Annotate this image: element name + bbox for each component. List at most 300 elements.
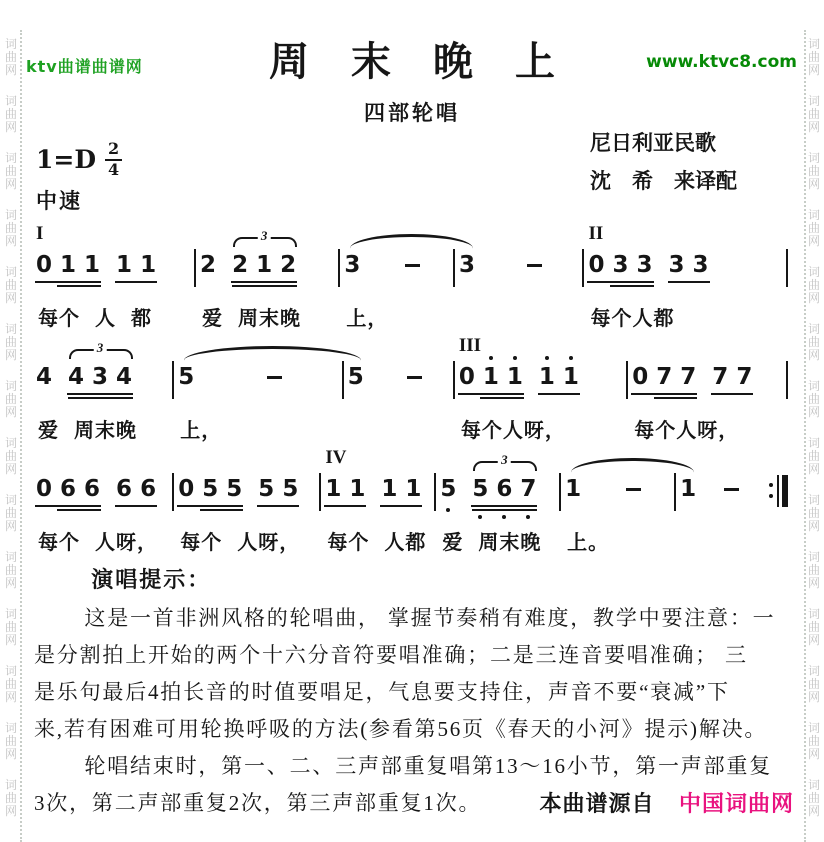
measure	[198, 227, 336, 330]
barline	[194, 249, 196, 287]
measure	[586, 222, 784, 330]
lyrics: 上，	[180, 419, 223, 442]
watermark-char: 曲	[807, 392, 820, 406]
note-digit: 1	[256, 251, 273, 278]
duration-dash	[267, 376, 282, 379]
performance-notes-heading: 演唱提示：	[91, 566, 212, 592]
note-digit: 1	[539, 363, 555, 391]
note-digit: 1	[60, 251, 77, 278]
lyrics: 爱 周末晚	[38, 419, 137, 442]
barline	[453, 249, 455, 287]
watermark-char: 词	[4, 493, 17, 507]
watermark-char: 词	[4, 778, 17, 792]
note-group	[588, 251, 652, 279]
watermark-char: 网	[4, 291, 17, 305]
note-digit: 7	[680, 363, 697, 390]
note-digit: 4	[68, 363, 85, 390]
watermark-char: 网	[807, 348, 820, 362]
notes-row	[586, 249, 784, 287]
watermark-group	[808, 608, 820, 647]
sixteenth-beam	[57, 509, 101, 511]
barline	[342, 361, 344, 399]
measure	[457, 334, 624, 442]
lyrics	[346, 399, 451, 427]
music-line	[34, 446, 790, 554]
sixteenth-beam	[200, 509, 244, 511]
notes-row	[438, 451, 557, 511]
score	[34, 222, 790, 554]
watermark-group	[5, 95, 17, 134]
performance-notes-line: 轮唱结束时，第一、二、三声部重复唱第13～16小节，第一声部重复	[84, 753, 772, 778]
voice-part-label: II	[588, 222, 604, 244]
music-line	[34, 222, 790, 330]
note-digit: 5	[282, 475, 299, 502]
note-group	[36, 475, 100, 503]
watermark-group	[808, 722, 820, 761]
lyrics: 爱 周末晚	[202, 307, 302, 330]
tie-arc	[184, 346, 362, 362]
watermark-group	[5, 152, 17, 191]
note-digit: 3	[612, 251, 629, 278]
performance-notes-line: 是分割拍上开始的两个十六分音符要唱准确；二是三连音要唱准确； 三	[34, 642, 748, 667]
watermark-char: 网	[807, 63, 820, 77]
watermark-char: 曲	[4, 506, 17, 520]
watermark-char: 曲	[807, 791, 820, 805]
note-group	[36, 251, 100, 279]
watermark-char: 词	[4, 38, 17, 51]
sixteenth-beam	[480, 397, 524, 399]
note-digit: 1	[349, 475, 366, 502]
watermark-char: 曲	[4, 335, 17, 349]
note-group	[381, 475, 421, 503]
voice-part-label: I	[36, 222, 44, 244]
note-digit: 5	[440, 475, 456, 503]
note-digit: 2	[280, 251, 297, 278]
watermark-char: 词	[807, 208, 820, 222]
barline	[786, 249, 788, 287]
tie-arc	[571, 458, 694, 474]
note-digit: 6	[116, 475, 133, 502]
notes-row	[34, 249, 192, 287]
watermark-char: 词	[807, 38, 820, 51]
sixteenth-beam	[68, 397, 133, 399]
measure	[34, 222, 192, 330]
watermark-char: 词	[4, 379, 17, 393]
watermark-group	[808, 323, 820, 362]
performance-notes-line: 这是一首非洲风格的轮唱曲， 掌握节奏稍有难度，教学中要注意：一	[84, 605, 776, 630]
watermark-char: 词	[4, 322, 17, 336]
measure	[34, 473, 170, 554]
watermark-group	[5, 437, 17, 476]
measure	[346, 361, 451, 427]
watermark-char: 词	[4, 550, 17, 564]
octave-dot-above	[513, 356, 517, 360]
measure	[34, 339, 170, 442]
lyrics: 每个 人 都	[38, 307, 152, 330]
note-digit: 0	[178, 475, 195, 502]
barline	[319, 473, 321, 511]
watermark-char: 曲	[807, 677, 820, 691]
barline	[172, 361, 174, 399]
watermark-group	[5, 266, 17, 305]
watermark-group	[5, 380, 17, 419]
watermark-group	[808, 779, 820, 818]
watermark-char: 词	[807, 436, 820, 450]
octave-dot-below	[526, 515, 530, 519]
watermark-group	[808, 95, 820, 134]
left-watermark-column	[2, 38, 20, 842]
voice-part-label: III	[458, 334, 482, 356]
watermark-char: 词	[4, 607, 17, 621]
note-group	[210, 363, 337, 379]
note-digit: 0	[632, 363, 649, 390]
watermark-group	[5, 209, 17, 248]
watermark-char: 网	[4, 405, 17, 419]
credit-origin: 尼日利亚民歌	[590, 131, 716, 155]
note-digit: 5	[178, 363, 195, 390]
measure	[342, 249, 451, 330]
measure	[457, 249, 580, 315]
watermark-char: 曲	[4, 164, 17, 178]
watermark-group	[5, 608, 17, 647]
note-group	[376, 251, 449, 267]
triplet-number: 3	[498, 453, 511, 467]
left-dotted-divider	[20, 30, 22, 842]
note-group	[344, 251, 360, 279]
watermark-char: 曲	[807, 278, 820, 292]
performance-notes-line: 来,若有困难可用轮换呼吸的方法(参看第56页《春天的小河》提示)解决。	[34, 716, 768, 741]
watermark-char: 网	[807, 804, 820, 818]
octave-dot-below	[446, 508, 450, 512]
lyrics: 每个人都	[590, 307, 675, 330]
note-digit: 3	[458, 251, 475, 278]
note-digit: 1	[507, 363, 523, 391]
watermark-char: 词	[807, 322, 820, 336]
watermark-char: 曲	[807, 164, 820, 178]
note-group	[348, 363, 364, 391]
tie-arc	[350, 234, 473, 250]
note-digit: 6	[60, 475, 77, 502]
performance-notes	[34, 563, 790, 822]
sixteenth-beam	[232, 285, 297, 287]
barline	[786, 361, 788, 399]
watermark-group	[5, 779, 17, 818]
lyrics: 爱 周末晚	[442, 531, 542, 554]
voice-part-label: IV	[325, 446, 347, 468]
barline	[338, 249, 340, 287]
notes-row	[198, 227, 336, 287]
watermark-char: 网	[4, 804, 17, 818]
note-digit: 6	[84, 475, 101, 502]
note-group	[200, 251, 216, 279]
note-digit: 1	[563, 363, 579, 391]
note-group	[36, 363, 52, 391]
watermark-char: 词	[4, 721, 17, 735]
watermark-char: 词	[4, 208, 17, 222]
note-group	[597, 475, 670, 491]
watermark-char: 网	[4, 633, 17, 647]
watermark-char: 曲	[807, 107, 820, 121]
note-digit: 4	[116, 363, 133, 390]
watermark-char: 词	[807, 379, 820, 393]
measure	[563, 473, 672, 554]
note-group	[116, 251, 156, 279]
notes-row	[457, 249, 580, 287]
note-group	[632, 363, 696, 391]
music-line	[34, 334, 790, 442]
note-group	[178, 475, 242, 503]
note-group	[565, 475, 581, 503]
watermark-char: 网	[4, 690, 17, 704]
source-line	[539, 787, 794, 818]
note-digit: 1	[405, 475, 422, 502]
watermark-char: 词	[807, 607, 820, 621]
note-group	[325, 475, 365, 503]
watermark-char: 曲	[4, 734, 17, 748]
thick-barline	[782, 475, 788, 507]
note-group	[459, 251, 475, 279]
watermark-char: 网	[807, 234, 820, 248]
watermark-group	[808, 209, 820, 248]
thin-barline	[777, 475, 779, 507]
note-digit: 1	[381, 475, 398, 502]
octave-dot-above	[569, 356, 573, 360]
song-title: 周末晚上	[269, 39, 597, 84]
note-digit: 5	[202, 475, 219, 502]
watermark-char: 曲	[807, 620, 820, 634]
lyrics: 上，	[346, 307, 389, 330]
watermark-group	[808, 38, 820, 77]
barline	[172, 473, 174, 511]
note-digit: 6	[496, 475, 512, 503]
sixteenth-beam	[610, 285, 654, 287]
measure	[630, 361, 784, 442]
notes-row	[176, 473, 317, 511]
credit-translator: 沈 希 来译配	[590, 169, 737, 193]
watermark-char: 词	[807, 721, 820, 735]
note-digit: 5	[347, 363, 364, 390]
watermark-char: 词	[807, 493, 820, 507]
barline	[626, 361, 628, 399]
duration-dash	[407, 376, 422, 379]
octave-dot-above	[545, 356, 549, 360]
notes-row	[457, 361, 624, 399]
note-group	[712, 475, 751, 491]
watermark-char: 词	[4, 265, 17, 279]
subtitle-row	[0, 94, 824, 127]
credits-block	[590, 124, 737, 200]
lyrics: 每个 人都	[327, 531, 427, 554]
note-digit: 4	[36, 363, 53, 390]
note-digit: 2	[200, 251, 217, 278]
watermark-char: 曲	[4, 791, 17, 805]
note-group	[459, 363, 523, 391]
watermark-group	[5, 722, 17, 761]
watermark-char: 曲	[807, 50, 820, 64]
song-subtitle: 四部轮唱	[364, 101, 460, 125]
watermark-char: 网	[807, 462, 820, 476]
watermark-char: 曲	[4, 563, 17, 577]
note-digit: 3	[92, 363, 109, 390]
site-url[interactable]: www.ktvc8.com	[646, 52, 797, 72]
note-digit: 2	[232, 251, 249, 278]
note-group	[440, 475, 456, 503]
watermark-char: 网	[807, 690, 820, 704]
note-digit: 1	[84, 251, 101, 278]
measure	[176, 361, 340, 442]
watermark-char: 网	[4, 348, 17, 362]
measure	[176, 473, 317, 554]
watermark-group	[808, 551, 820, 590]
notes-row	[563, 473, 672, 511]
note-digit: 3	[692, 251, 709, 278]
watermark-char: 词	[807, 94, 820, 108]
tempo-marking: 中速	[36, 188, 82, 213]
watermark-char: 曲	[807, 734, 820, 748]
repeat-dots	[769, 483, 773, 498]
watermark-char: 曲	[4, 677, 17, 691]
lyrics: 每个人呀，	[634, 419, 740, 442]
watermark-group	[808, 380, 820, 419]
note-digit: 7	[656, 363, 673, 390]
watermark-char: 网	[807, 576, 820, 590]
note-digit: 1	[680, 475, 697, 502]
note-digit: 1	[325, 475, 342, 502]
watermark-char: 曲	[4, 50, 17, 64]
note-digit: 5	[472, 475, 488, 503]
note-digit: 0	[36, 251, 53, 278]
watermark-char: 网	[807, 747, 820, 761]
notes-row	[176, 361, 340, 399]
watermark-char: 网	[807, 405, 820, 419]
watermark-char: 曲	[807, 335, 820, 349]
note-digit: 0	[588, 251, 605, 278]
note-digit: 7	[520, 475, 536, 503]
notes-row	[678, 473, 790, 511]
watermark-char: 词	[807, 151, 820, 165]
note-digit: 6	[140, 475, 157, 502]
note-group	[491, 251, 578, 267]
sixteenth-beam	[57, 285, 101, 287]
note-digit: 7	[736, 363, 753, 390]
watermark-char: 曲	[4, 278, 17, 292]
watermark-char: 网	[807, 519, 820, 533]
watermark-char: 网	[4, 234, 17, 248]
watermark-char: 曲	[4, 449, 17, 463]
measure	[323, 446, 432, 554]
octave-dot-below	[478, 515, 482, 519]
notes-row	[34, 339, 170, 399]
lyrics: 每个人呀，	[460, 419, 566, 442]
watermark-group	[808, 266, 820, 305]
watermark-group	[5, 323, 17, 362]
watermark-char: 词	[807, 265, 820, 279]
watermark-char: 曲	[807, 563, 820, 577]
sixteenth-beam	[654, 397, 698, 399]
note-group	[68, 339, 133, 391]
watermark-group	[5, 494, 17, 533]
note-group	[178, 363, 194, 391]
watermark-char: 网	[4, 63, 17, 77]
right-dotted-divider	[804, 30, 806, 842]
site-logo[interactable]: ktv曲谱曲谱网	[26, 57, 143, 76]
note-digit: 3	[668, 251, 685, 278]
note-digit: 1	[483, 363, 499, 391]
notes-row	[630, 361, 784, 399]
note-digit: 5	[226, 475, 243, 502]
watermark-char: 曲	[4, 107, 17, 121]
watermark-group	[5, 38, 17, 77]
duration-dash	[626, 488, 641, 491]
watermark-char: 网	[807, 120, 820, 134]
key-tonality: 1=D	[36, 145, 97, 175]
barline	[674, 473, 676, 511]
note-digit: 3	[636, 251, 653, 278]
watermark-group	[808, 665, 820, 704]
source-site-link[interactable]: 中国词曲网	[678, 791, 794, 816]
watermark-char: 网	[4, 120, 17, 134]
watermark-group	[5, 551, 17, 590]
watermark-group	[808, 494, 820, 533]
duration-dash	[405, 264, 420, 267]
watermark-char: 曲	[807, 449, 820, 463]
notes-row	[323, 473, 432, 511]
note-group	[232, 227, 297, 279]
triplet-number: 3	[258, 229, 271, 243]
watermark-char: 词	[807, 664, 820, 678]
triplet-number: 3	[94, 341, 107, 355]
notes-row	[34, 473, 170, 511]
note-digit: 1	[140, 251, 157, 278]
sheet-music-page	[0, 30, 824, 842]
watermark-char: 词	[4, 151, 17, 165]
watermark-char: 网	[4, 462, 17, 476]
watermark-char: 曲	[4, 620, 17, 634]
end-repeat-barline	[769, 475, 788, 507]
watermark-group	[808, 152, 820, 191]
watermark-char: 曲	[807, 506, 820, 520]
lyrics: 每个 人呀，	[180, 531, 301, 554]
repeat-dot	[769, 483, 773, 487]
watermark-char: 网	[4, 177, 17, 191]
barline	[582, 249, 584, 287]
note-group	[472, 451, 537, 503]
watermark-char: 网	[4, 519, 17, 533]
watermark-char: 词	[807, 778, 820, 792]
watermark-char: 网	[807, 633, 820, 647]
note-group	[669, 251, 709, 279]
octave-dot-below	[502, 515, 506, 519]
barline	[434, 473, 436, 511]
performance-notes-line: 是乐句最后4拍长音的时值要唱足，气息要支持住，声音不要“衰减”下	[34, 679, 730, 704]
note-digit: 5	[258, 475, 275, 502]
time-signature	[105, 141, 122, 179]
note-group	[712, 363, 752, 391]
repeat-dot	[769, 494, 773, 498]
watermark-char: 词	[4, 664, 17, 678]
note-group	[680, 475, 696, 503]
performance-notes-line: 3次，第二声部重复2次，第三声部重复1次。	[34, 790, 482, 815]
measure	[438, 451, 557, 554]
note-digit: 0	[458, 363, 475, 390]
watermark-char: 词	[4, 436, 17, 450]
note-digit: 3	[344, 251, 361, 278]
watermark-char: 网	[807, 177, 820, 191]
watermark-char: 网	[807, 291, 820, 305]
watermark-char: 曲	[4, 221, 17, 235]
note-digit: 7	[712, 363, 729, 390]
watermark-char: 词	[4, 94, 17, 108]
